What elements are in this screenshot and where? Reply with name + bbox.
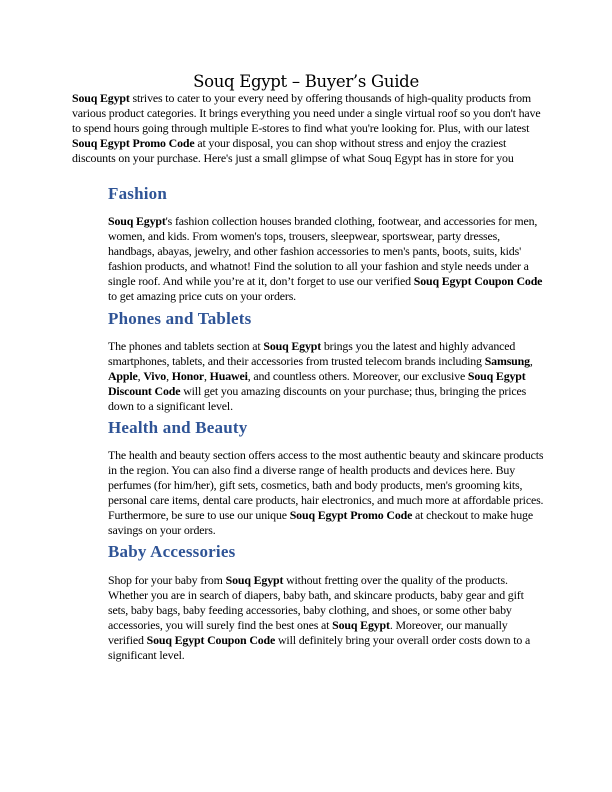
brand-name: Souq Egypt	[108, 214, 166, 228]
section-body-fashion	[108, 214, 544, 305]
section-text: at checkout to make huge savings on your orders.	[108, 508, 533, 538]
separator: ,	[166, 369, 172, 384]
section-heading-fashion: Fashion	[108, 184, 168, 203]
brand-name: Souq Egypt	[72, 91, 130, 105]
brand-apple: Apple	[108, 369, 138, 384]
brand-honor: Honor	[171, 369, 204, 384]
brand-vivo: Vivo	[143, 369, 167, 384]
brand-name: Souq Egypt	[332, 618, 390, 633]
section-text: Shop for your baby from	[108, 573, 226, 587]
brand-samsung: Samsung	[484, 354, 530, 369]
section-text: The health and beauty section offers access to the most authentic beauty and skincare products in the region. You can also find a diverse range of health products and devices here. Buy perfumes (for him/her), gift sets, cosmetics, bath and body products, men's grooming kits, personal care items, dental care products, hair electronics, and much more at affordable prices. Furthermore, be sure to use our unique	[108, 448, 544, 523]
intro-text: strives to cater to your every need by offering thousands of high-quality products from various product categories. It brings everything you need under a single virtual roof so you don't have to spend hours going through multiple E-stores to find what you're looking for. Plus, with our latest	[72, 91, 541, 136]
section-text: to get amazing price cuts on your orders.	[108, 289, 297, 304]
coupon-code-mention: Souq Egypt Coupon Code	[146, 633, 276, 648]
section-text: brings you the latest and highly advanced smartphones, tablets, and their accessories from trusted telecom brands including	[108, 339, 516, 369]
brand-name: Souq Egypt	[225, 573, 284, 587]
intro-paragraph	[72, 91, 548, 166]
section-heading-health-beauty: Health and Beauty	[108, 418, 248, 437]
section-text: , and countless others. Moreover, our exclusive	[247, 369, 468, 384]
document-title: Souq Egypt – Buyer’s Guide	[193, 72, 419, 91]
intro-text: at your disposal, you can shop without stress and enjoy the craziest discounts on your purchase. Here's just a small glimpse of what Souq Egypt has in store for you	[72, 136, 514, 166]
section-heading-baby-accessories: Baby Accessories	[108, 542, 236, 561]
section-body-health-beauty	[108, 448, 544, 539]
coupon-code-mention: Souq Egypt Coupon Code	[413, 274, 543, 289]
separator: ,	[204, 369, 210, 384]
discount-code-mention: Souq Egypt Discount Code	[108, 369, 526, 399]
separator: ,	[529, 354, 533, 369]
section-heading-phones-tablets: Phones and Tablets	[108, 309, 252, 328]
promo-code-mention: Souq Egypt Promo Code	[289, 508, 413, 523]
section-body-baby-accessories	[108, 573, 544, 664]
section-text: will definitely bring your overall order costs down to a significant level.	[108, 633, 531, 663]
brand-name: Souq Egypt	[263, 339, 322, 353]
section-text: without fretting over the quality of the products. Whether you are in search of diapers, baby bath, and skincare products, baby gear and gift sets, baby bags, baby feeding accessories, baby clothing, and shoes, or some other baby accessories, you will surely find the best ones at	[108, 573, 524, 633]
section-text: 's fashion collection houses branded clothing, footwear, and accessories for men, women, and kids. From women's tops, trousers, sleepwear, sportswear, party dresses, handbags, abayas, jewelry, and other fashion accessories to men's pants, boots, suits, kids' fashion products, and whatnot! Find the solution to all your fashion and style needs under a single roof. And while you’re at it, don’t forget to use our verified	[108, 214, 538, 289]
brand-huawei: Huawei	[209, 369, 248, 384]
separator: ,	[137, 369, 144, 384]
section-text: The phones and tablets section at	[108, 339, 264, 353]
promo-code-mention: Souq Egypt Promo Code	[72, 136, 195, 151]
section-body-phones-tablets	[108, 339, 544, 414]
section-text: will get you amazing discounts on your purchase; thus, bringing the prices down to a significant level.	[108, 384, 527, 414]
section-text: . Moreover, our manually verified	[108, 618, 508, 648]
